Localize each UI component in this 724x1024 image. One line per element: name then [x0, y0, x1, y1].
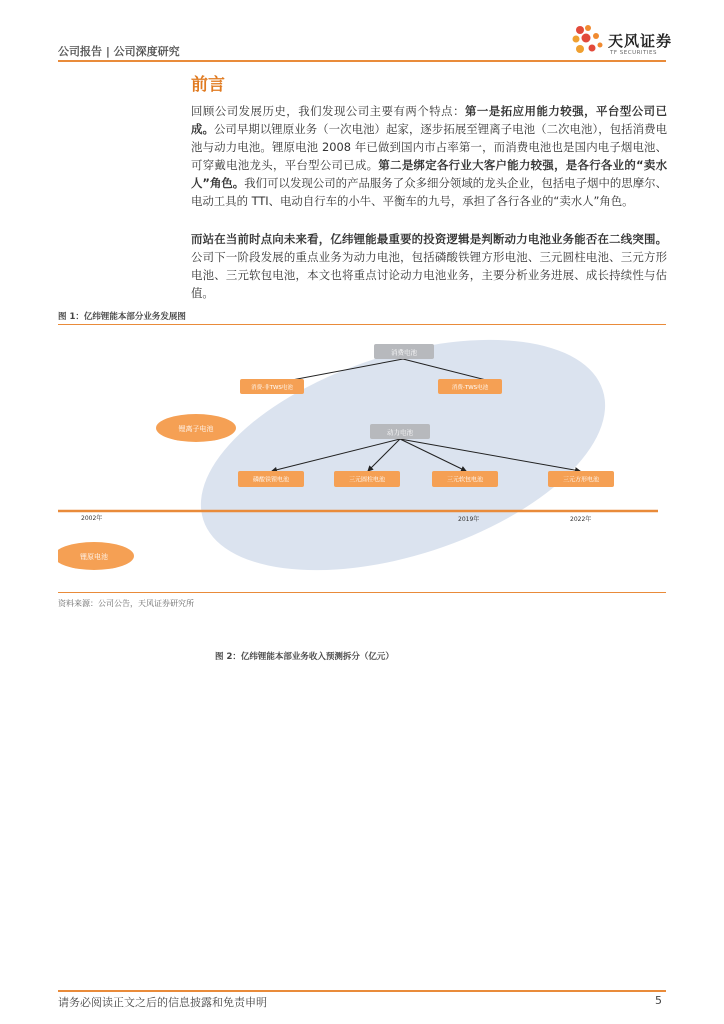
- node-lfp-battery-label: 磷酸铁锂电池: [252, 476, 290, 484]
- p1-text-1: 回顾公司发展历史，我们发现公司主要有两个特点：: [191, 104, 465, 118]
- p2-text: 公司下一阶段发展的重点业务为动力电池，包括磷酸铁锂方形电池、三元圆柱电池、三元方形电池、三元软包电池，本文也将重点讨论动力电池业务，主要分析业务进展、成长持续性与估值。: [191, 250, 667, 300]
- year-2022: 2022年: [570, 516, 592, 523]
- report-type-header: 公司报告 | 公司深度研究: [58, 45, 180, 58]
- node-li-ion-battery-label: 锂离子电池: [178, 425, 214, 433]
- node-ternary-cylindrical-label: 三元圆柱电池: [348, 476, 386, 484]
- p1-bold-1: 第一是拓应用能力较强，平台型公司已成。: [191, 104, 667, 136]
- logo-subtitle: TF SECURITIES: [610, 50, 657, 56]
- node-consumer-tws-label: 消费-TWS电池: [451, 385, 489, 391]
- p2-bold: 而站在当前时点向未来看，亿纬锂能最重要的投资逻辑是判断动力电池业务能否在二线突围。: [191, 232, 667, 246]
- node-power-battery-label: 动力电池: [387, 428, 413, 437]
- figure-1-bottom-rule: [58, 592, 666, 593]
- node-ternary-soft-pack-label: 三元软包电池: [446, 476, 484, 484]
- node-consumer-non-tws-label: 消费-非TWS电池: [251, 385, 293, 391]
- paragraph-2: [191, 230, 667, 302]
- figure-1-source: 资料来源：公司公告，天风证券研究所: [58, 599, 194, 608]
- footer-divider: [58, 990, 666, 992]
- p1-text-2: 公司早期以锂原业务（一次电池）起家，逐步拓展至锂离子电池（二次电池），包括消费电池与动力电池。锂原电池 2008 年已做到国内市占率第一，而消费电池也是国内电子烟电池、可穿戴电池龙头，平台型公司已成。: [191, 122, 667, 172]
- node-consumer-battery-label: 消费电池: [391, 348, 417, 357]
- node-ternary-square-label: 三元方形电池: [562, 476, 600, 484]
- p1-bold-2: 第二是绑定各行业大客户能力较强，是各行各业的“卖水人”角色。: [191, 158, 667, 190]
- footer-disclaimer: 请务必阅读正文之后的信息披露和免责申明: [58, 996, 267, 1009]
- figure-1-caption: 图 1：亿纬锂能本部分业务发展图: [58, 312, 186, 322]
- p1-text-3: 我们可以发现公司的产品服务了众多细分领域的龙头企业，包括电子烟中的思摩尔、电动工具的 TTI、电动自行车的小牛、平衡车的九号，承担了各行各业的“卖水人”角色。: [191, 176, 667, 208]
- figure-1-top-rule: [58, 324, 666, 325]
- logo-name: 天风证券: [608, 32, 673, 50]
- year-2002: 2002年: [81, 515, 103, 522]
- growth-ellipse: [172, 330, 633, 592]
- business-development-diagram: [58, 330, 666, 592]
- paragraph-1: [191, 102, 667, 210]
- year-2019: 2019年: [458, 516, 480, 523]
- figure-2-caption: 图 2：亿纬锂能本部业务收入预测拆分（亿元）: [215, 652, 394, 662]
- section-title: 前言: [191, 75, 225, 95]
- header-divider: [58, 60, 666, 62]
- node-li-primary-battery-label: 锂原电池: [80, 553, 108, 561]
- page-number: 5: [655, 994, 662, 1007]
